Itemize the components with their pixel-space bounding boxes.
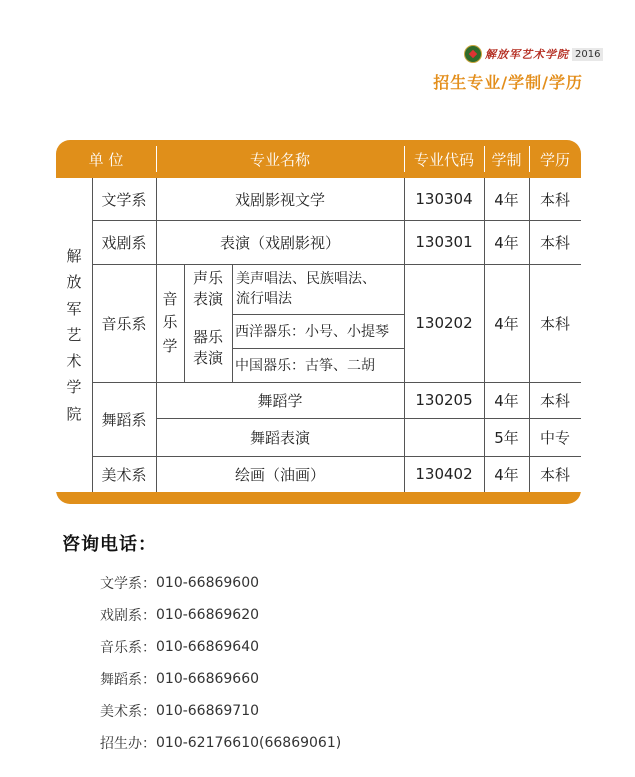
- major-cell: 戏剧影视文学: [234, 190, 325, 209]
- major-cell: 绘画（油画）: [234, 465, 325, 484]
- instrument-performance-label: [184, 314, 232, 382]
- contact-label: 戏剧系：: [100, 608, 156, 624]
- years-cell: 5年: [494, 428, 519, 447]
- years-cell: 4年: [494, 314, 519, 333]
- dept-cell: 文学系: [101, 190, 147, 209]
- degree-cell: 本科: [539, 190, 570, 209]
- subject-char: 乐: [162, 313, 178, 332]
- contact-phone: 010-62176610(66869061): [156, 735, 342, 751]
- contact-title: 咨询电话：: [62, 534, 157, 555]
- contact-list: [100, 567, 341, 759]
- unit-name: [56, 178, 92, 492]
- contact-phone: 010-66869710: [156, 703, 260, 719]
- label-line: 表演: [192, 290, 223, 308]
- years-cell: 4年: [494, 391, 519, 410]
- column-header-years: 学制: [491, 150, 522, 169]
- years-cell: 4年: [494, 233, 519, 252]
- page-subtitle: 招生专业/学制/学历: [433, 73, 583, 92]
- column-header-degree: 学历: [539, 150, 570, 169]
- column-header-code: 专业代码: [413, 150, 474, 169]
- column-header-unit: 单 位: [88, 150, 124, 169]
- unit-char: 军: [66, 299, 82, 318]
- contact-phone: 010-66869640: [156, 639, 260, 655]
- code-cell: 130301: [415, 233, 473, 251]
- dept-cell: 戏剧系: [101, 233, 147, 252]
- contact-row: [100, 567, 341, 599]
- contact-row: [100, 727, 341, 759]
- contact-row: [100, 695, 341, 727]
- years-cell: 4年: [494, 465, 519, 484]
- contact-label: 招生办：: [100, 736, 156, 752]
- contact-label: 舞蹈系：: [100, 672, 156, 688]
- dept-cell: 音乐系: [101, 314, 147, 333]
- unit-char: 院: [66, 404, 82, 423]
- major-cell: 舞蹈表演: [249, 428, 310, 447]
- contact-label: 文学系：: [100, 576, 156, 592]
- contact-row: [100, 599, 341, 631]
- contact-row: [100, 663, 341, 695]
- dept-cell: 舞蹈系: [101, 410, 147, 429]
- admissions-table: [56, 140, 581, 504]
- unit-char: 解: [66, 247, 82, 266]
- major-cell: 舞蹈学: [257, 391, 303, 410]
- contact-phone: 010-66869620: [156, 607, 260, 623]
- dept-cell: 美术系: [101, 465, 147, 484]
- unit-char: 学: [66, 378, 82, 397]
- unit-char: 术: [66, 352, 82, 371]
- brand-badge: [464, 44, 601, 64]
- vocal-performance-label: [184, 264, 232, 314]
- contact-phone: 010-66869600: [156, 575, 260, 591]
- label-line: 声乐: [192, 269, 223, 287]
- brand-year: 2016: [572, 48, 603, 61]
- code-cell: 130402: [415, 465, 473, 483]
- degree-cell: 本科: [539, 233, 570, 252]
- unit-char: 放: [66, 273, 82, 292]
- table-body: [56, 178, 581, 492]
- chinese-instruments: 中国器乐：古筝、二胡: [235, 358, 375, 374]
- label-line: 器乐: [192, 328, 223, 346]
- subject-char: 学: [162, 336, 178, 355]
- contact-label: 美术系：: [100, 704, 156, 720]
- contact-label: 音乐系：: [100, 640, 156, 656]
- major-cell: 表演（戏剧影视）: [219, 233, 340, 252]
- label-line: 表演: [192, 349, 223, 367]
- degree-cell: 本科: [539, 465, 570, 484]
- vocal-styles-line: 流行唱法: [236, 291, 292, 307]
- music-subject: [156, 264, 184, 382]
- vocal-styles: [232, 264, 404, 314]
- column-header-major: 专业名称: [249, 150, 310, 169]
- code-cell: 130205: [415, 391, 473, 409]
- contact-row: [100, 631, 341, 663]
- subject-char: 音: [162, 290, 178, 309]
- academy-emblem-icon: [464, 45, 482, 63]
- vocal-styles-line: 美声唱法、民族唱法、: [236, 270, 376, 287]
- degree-cell: 中专: [539, 428, 570, 447]
- degree-cell: 本科: [539, 314, 570, 333]
- code-cell: 130304: [415, 190, 473, 208]
- brand-name: 解放军艺术学院: [485, 48, 569, 61]
- contact-phone: 010-66869660: [156, 671, 260, 687]
- years-cell: 4年: [494, 190, 519, 209]
- unit-char: 艺: [66, 325, 82, 344]
- western-instruments: 西洋器乐：小号、小提琴: [235, 324, 389, 340]
- degree-cell: 本科: [539, 391, 570, 410]
- code-cell: 130202: [415, 314, 473, 332]
